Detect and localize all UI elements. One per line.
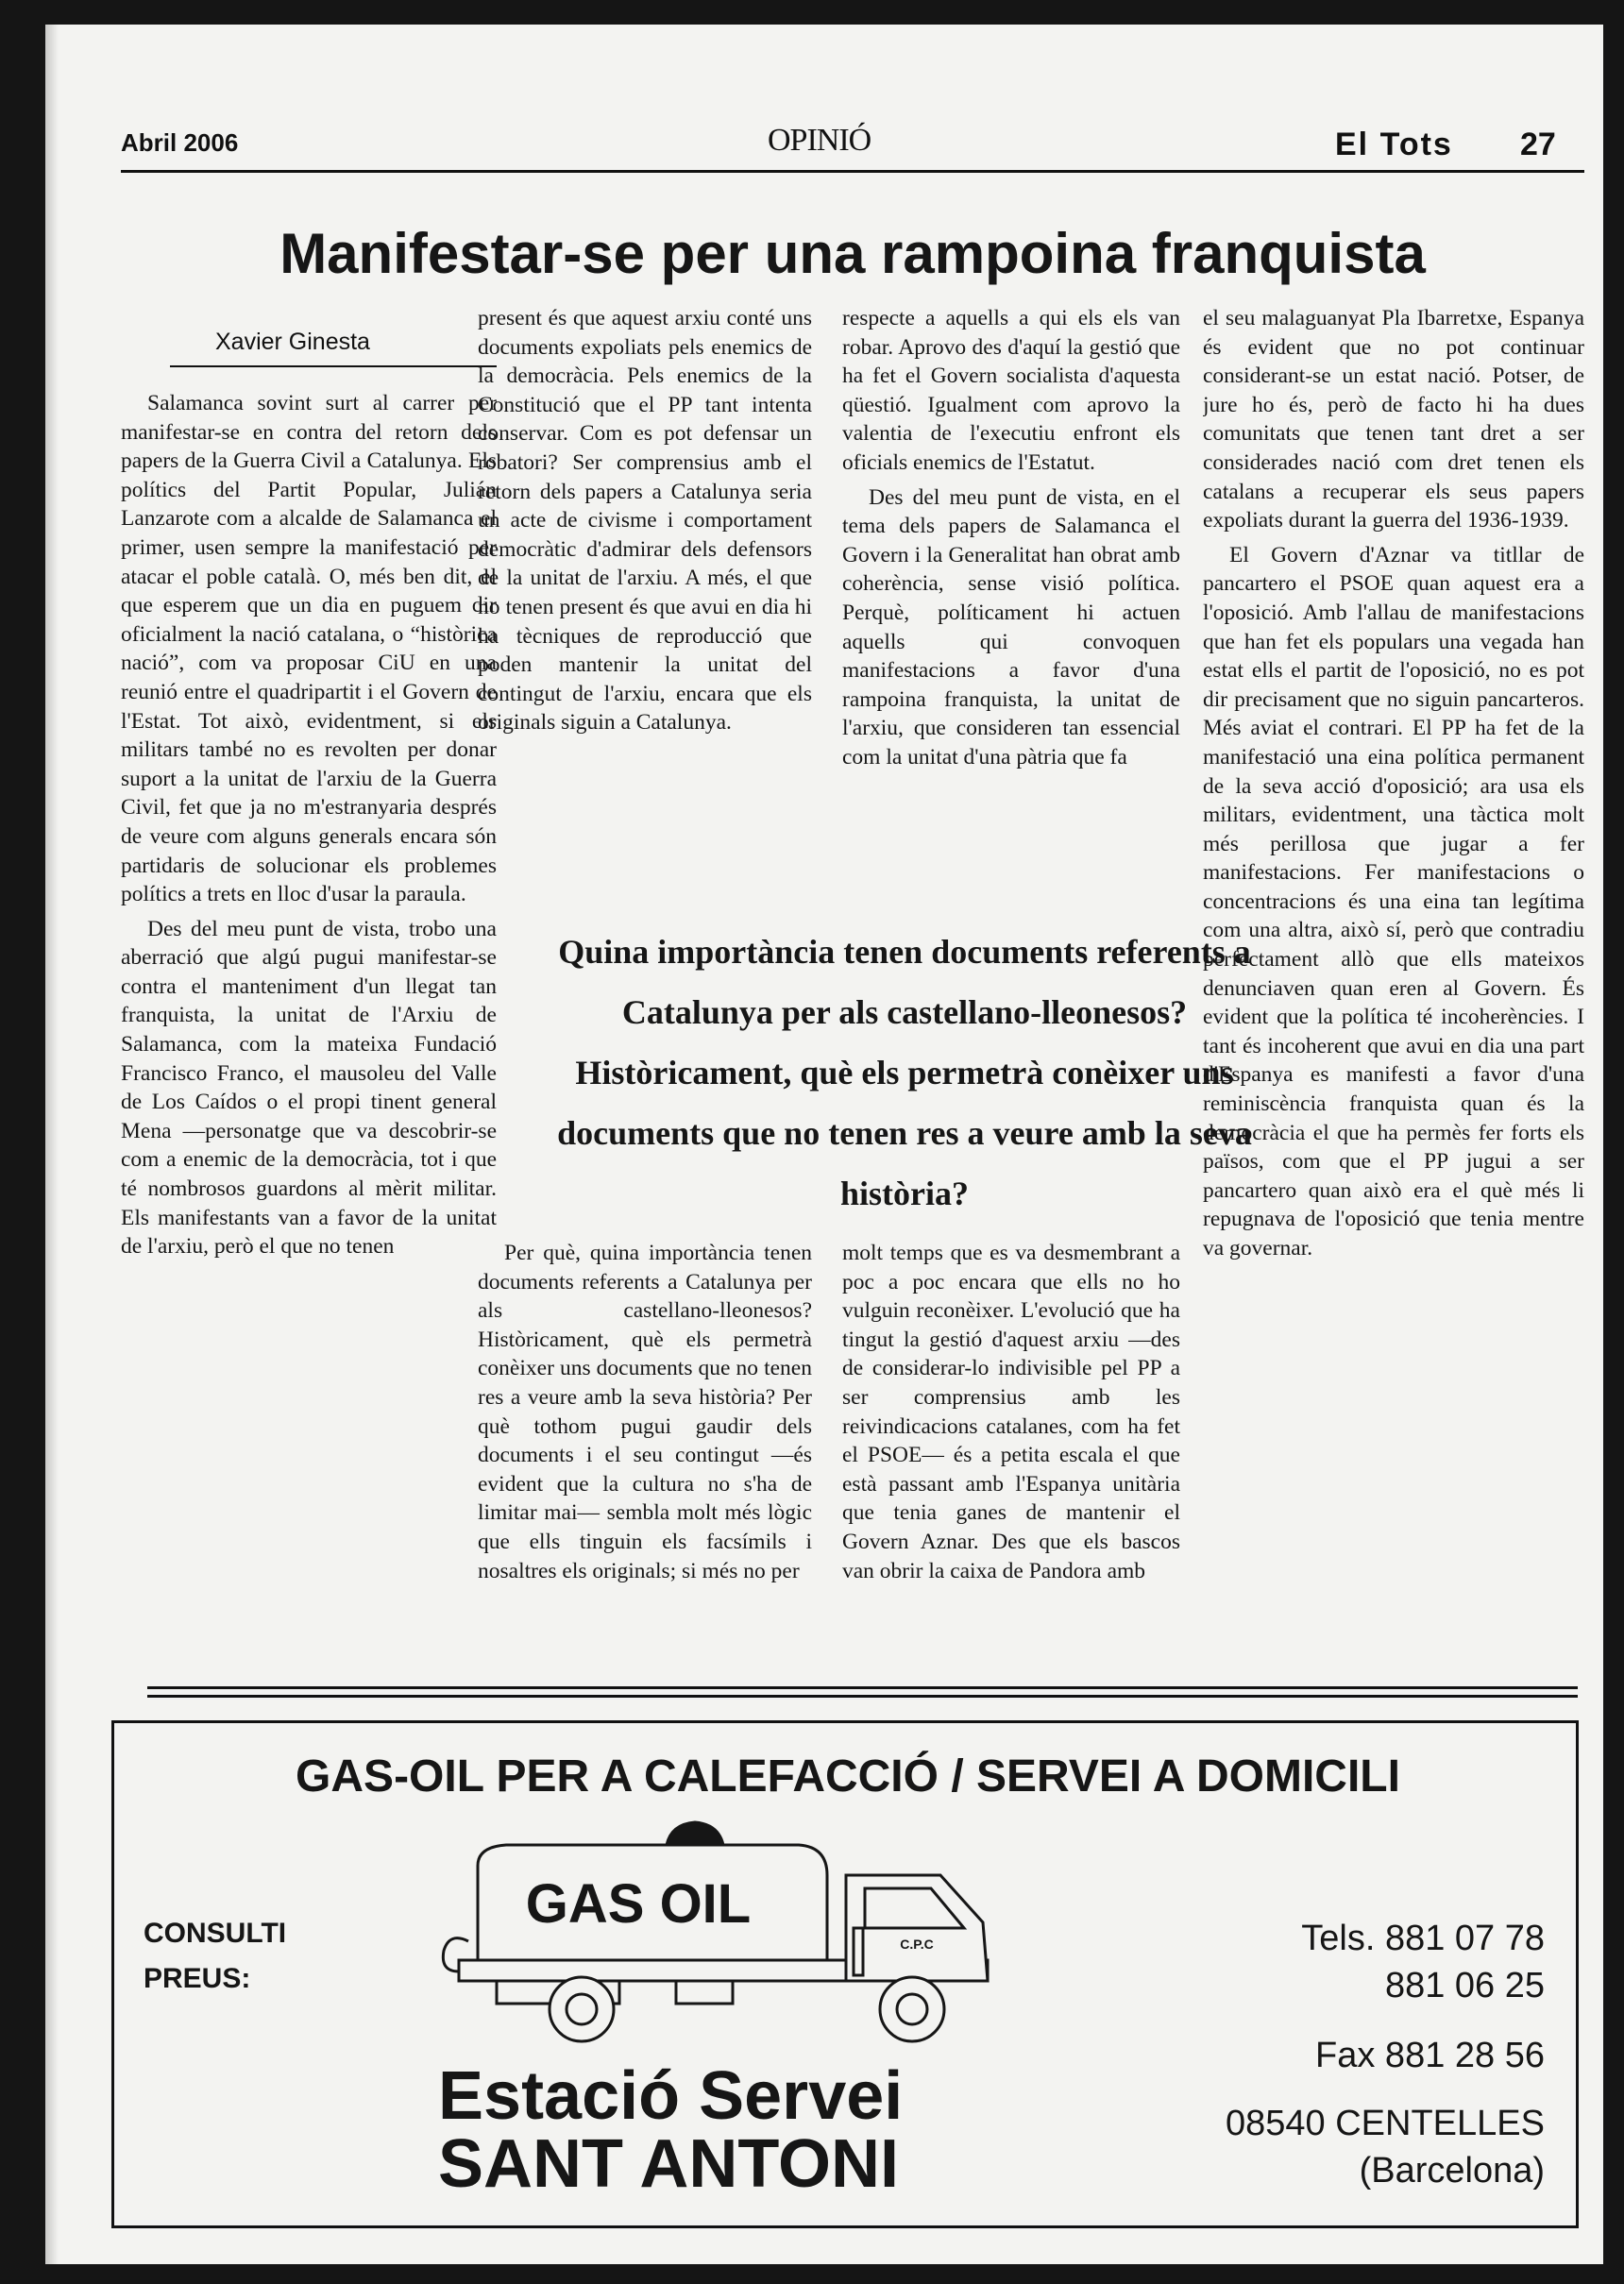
tanker-truck-icon bbox=[440, 1809, 1007, 2073]
page-spine-shadow bbox=[45, 25, 59, 2264]
column-2-bottom bbox=[478, 1239, 812, 1683]
paragraph: present és que aquest arxiu conté uns documents expoliats pels enemics de la democràcia. Pels enemics de la Constitució que el PP tant intenta conservar. Com es pot defensar un robatori? Ser comprensius amb el retorn dels papers a Catalunya seria un acte de civisme i comportament democràtic d'admirar dels defensors de la unitat de l'arxiu. A més, el que no tenen present és que avui en dia hi ha tècniques de reproducció que poden mantenir la unitat del contingut de l'arxiu, encara que els originals siguin a Catalunya. bbox=[478, 306, 812, 736]
ad-brand-line: Estació Servei bbox=[438, 2058, 904, 2134]
advertisement bbox=[111, 1686, 1584, 2242]
ad-consult-line: PREUS: bbox=[144, 1963, 251, 1994]
publication-name: El Tots bbox=[1335, 127, 1453, 162]
article-author: Xavier Ginesta bbox=[215, 329, 370, 355]
author-rule bbox=[170, 365, 497, 367]
header-rule bbox=[121, 170, 1584, 173]
ad-address-line: 08540 CENTELLES bbox=[1226, 2104, 1545, 2143]
ad-top-rule bbox=[147, 1695, 1578, 1698]
ad-brand-line: SANT ANTONI bbox=[438, 2126, 900, 2202]
section-name: OPINIÓ bbox=[768, 123, 871, 158]
ad-top-rule bbox=[147, 1686, 1578, 1689]
ad-consult-line: CONSULTI bbox=[144, 1918, 287, 1949]
paragraph: El Govern d'Aznar va titllar de pancartero el PSOE quan aquest era a l'oposició. Amb l'allau de manifestacions que han fet els populars una vegada han estat ells el partit de l'oposició, no es pot dir precisament que no siguin pancarteros. Més aviat el contrari. El PP ha fet de la manifestació una eina política permanent de la seva acció d'oposició; ara usa els militars, evidentment, una tàctica molt més perillosa que jugar a fer manifestacions. Fer manifestacions o concentracions és una eina tan legítima com una altra, això sí, però que contradiu perfectament allò que ells mateixos denunciaven quan eren al Govern. És evident que la política té incoherències. I tant és incoherent que avui en dia una part d'Espanya es manifesti a favor d'una reminiscència franquista quan és la democràcia el que ha permès fer forts els països, com que el PP jugui a ser pancartero quan això era el què més li repugnava de l'oposició que tenia mentre va governar. bbox=[1203, 542, 1584, 1260]
paragraph: el seu malaguanyat Pla Ibarretxe, Espanya és evident que no pot continuar considerant-se un estat nació. Potser, de jure ho és, però de facto hi ha dues comunitats que tenen tant dret a ser considerades nació com dret tenen els catalans a recuperar els seus papers expoliats durant la guerra del 1936-1939. bbox=[1203, 306, 1584, 533]
paragraph: Des del meu punt de vista, en el tema dels papers de Salamanca el Govern i la Generalitat han obrat amb coherència, sense visió política. Perquè, políticament hi actuen aquells qui convoquen manifestacions a favor d'una rampoina franquista, la unitat de l'arxiu, que consideren tan essencial com la unitat d'una pàtria que fa bbox=[842, 484, 1180, 770]
issue-date: Abril 2006 bbox=[121, 128, 239, 157]
column-4 bbox=[1203, 304, 1584, 1683]
column-2-top bbox=[478, 304, 812, 889]
ad-headline: GAS-OIL PER A CALEFACCIÓ / SERVEI A DOMICILI bbox=[296, 1751, 1400, 1802]
paragraph: Des del meu punt de vista, trobo una aberració que algú pugui manifestar-se contra el manteniment d'un llegat tan franquista, la unitat de l'Arxiu de Salamanca, com la mateixa Fundació Francisco Franco, el mausoleu del Valle de Los Caídos o el propi tinent general Mena —personatge que va descobrir-se com a enemic de la democràcia, tot i que té nombrosos guardons al mèrit militar. Els manifestants van a favor de la unitat de l'arxiu, però el que no tenen bbox=[121, 916, 497, 1260]
column-3-bottom bbox=[842, 1239, 1180, 1683]
page-header bbox=[121, 104, 1584, 170]
ad-region-line: (Barcelona) bbox=[1359, 2151, 1545, 2191]
pull-quote: Quina importància tenen documents referents a Catalunya per als castellano-lleonesos? Històricament, què els permetrà conèixer uns documents que no tenen res a veure amb la seva història? bbox=[557, 933, 1252, 1212]
paragraph: molt temps que es va desmembrant a poc a poc encara que ells no ho vulguin reconèixer. L'evolució que ha tingut la gestió d'aquest arxiu —des de considerar-lo indivisible pel PP a ser comprensius amb les reivindicacions catalanes, com ha fet el PSOE— és a petita escala el que està passant amb l'Espanya unitària que tenia ganes de mantenir el Govern Aznar. Des que els bascos van obrir la caixa de Pandora amb bbox=[842, 1241, 1180, 1583]
page-number: 27 bbox=[1520, 127, 1556, 162]
column-1 bbox=[121, 389, 497, 1683]
paragraph: respecte a aquells a qui els els van robar. Aprovo des d'aquí la gestió que ha fet el Govern socialista d'aquesta qüestió. Igualment com aprovo la valentia de l'executiu enfront els oficials enemics de l'Estatut. bbox=[842, 306, 1180, 475]
ad-phone-line: 881 06 25 bbox=[1384, 1966, 1545, 2005]
ad-fax-line: Fax 881 28 56 bbox=[1315, 2036, 1545, 2075]
ad-contact-block bbox=[1148, 1915, 1545, 2194]
ad-phone-line: Tels. 881 07 78 bbox=[1301, 1919, 1545, 1958]
article-title: Manifestar-se per una rampoina franquista bbox=[279, 222, 1426, 285]
paragraph: Salamanca sovint surt al carrer per manifestar-se en contra del retorn dels papers de la Guerra Civil a Catalunya. Els polítics del Partit Popular, Julián Lanzarote com a alcalde de Salamanca el primer, usen sempre la manifestació per atacar el poble català. O, més ben dit, el que esperem que un dia en puguem dir oficialment la nació catalana, o “històrica nació”, com va proposar CiU en una reunió entre el quadripartit i el Govern de l'Estat. Tot això, evidentment, si els militars també no es revolten per donar suport a la unitat de l'arxiu de la Guerra Civil, fet que ja no m'estranyaria després de veure com alguns generals encara són partidaris de solucionar els problemes polítics a trets en lloc d'usar la paraula. bbox=[121, 391, 497, 907]
ad-consult-prices bbox=[144, 1911, 286, 2002]
column-3-top bbox=[842, 304, 1180, 889]
truck-cab-label: C.P.C bbox=[900, 1937, 934, 1952]
newspaper-page bbox=[45, 25, 1603, 2264]
paragraph: Per què, quina importància tenen documents referents a Catalunya per als castellano-lleonesos? Històricament, què els permetrà conèixer uns documents que no tenen res a veure amb la seva història? Per què tothom pugui gaudir dels documents i el seu contingut —és evident que la cultura no s'ha de limitar mai— sembla molt més lògic que ells tinguin els facsímils i nosaltres els originals; si més no per bbox=[478, 1241, 812, 1583]
truck-tank-label: GAS OIL bbox=[525, 1873, 752, 1935]
